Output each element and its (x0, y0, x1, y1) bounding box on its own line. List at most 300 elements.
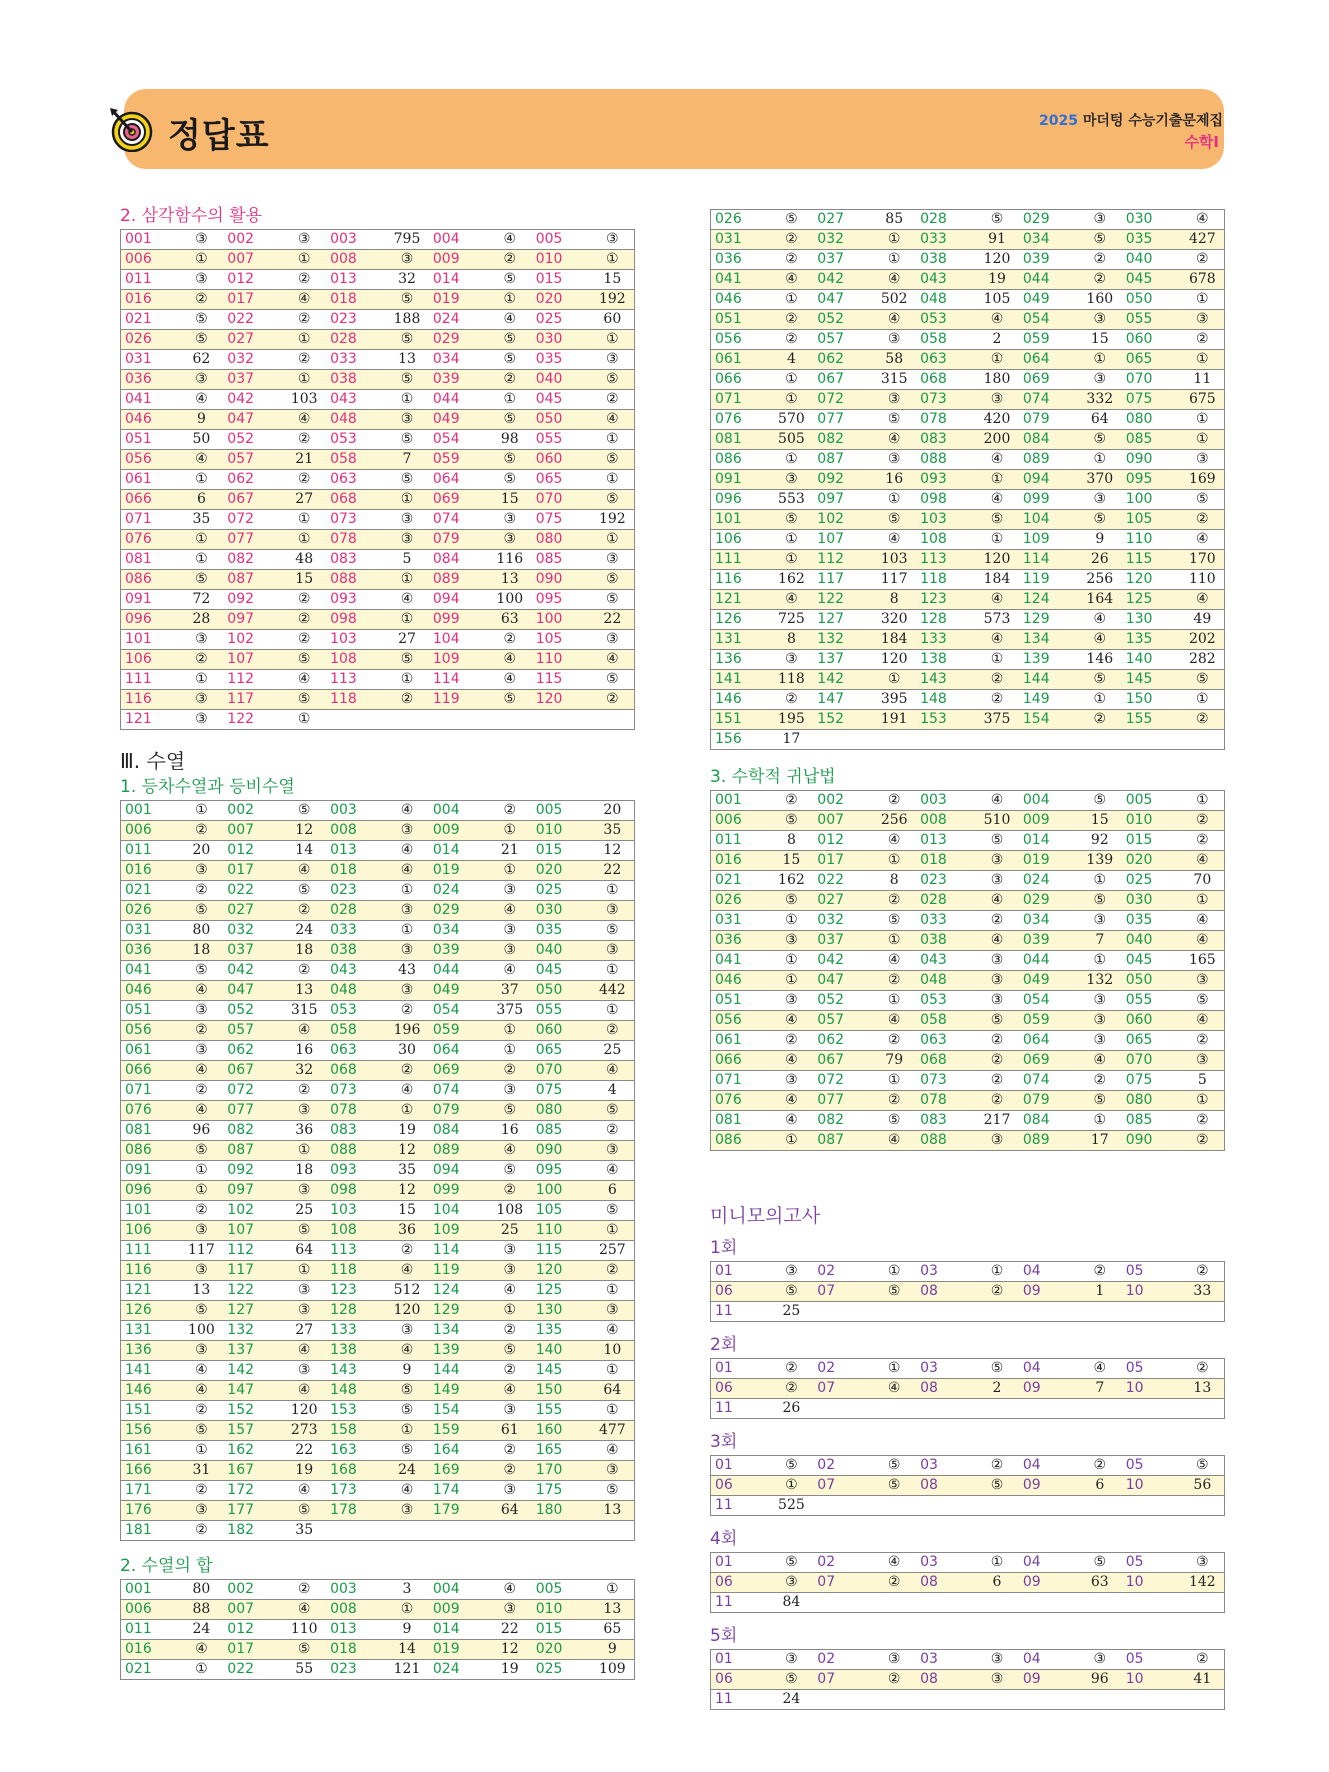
answer-value: ④ (872, 951, 916, 971)
answer-value: ③ (1078, 490, 1122, 510)
answer-value: ② (872, 1091, 916, 1111)
answer-value: 63 (488, 610, 532, 630)
question-number: 072 (223, 1081, 282, 1101)
answer-value (1078, 1593, 1122, 1613)
question-number: 019 (429, 861, 488, 881)
answer-value: 100 (488, 590, 532, 610)
question-number: 041 (711, 951, 770, 971)
question-number: 134 (1019, 630, 1078, 650)
answer-value: 28 (180, 610, 224, 630)
answer-value: ⑤ (770, 210, 814, 230)
answer-value: ① (872, 1262, 916, 1282)
question-number: 166 (121, 1461, 180, 1481)
question-number: 050 (532, 410, 591, 430)
answer-value: ③ (975, 951, 1019, 971)
answer-value (1078, 1399, 1122, 1419)
table-row (121, 530, 635, 550)
question-number: 115 (532, 1241, 591, 1261)
question-number: 154 (429, 1401, 488, 1421)
question-number: 007 (223, 250, 282, 270)
question-number (916, 1302, 975, 1322)
question-number: 040 (532, 941, 591, 961)
question-number: 181 (121, 1521, 180, 1541)
table-row (121, 1461, 635, 1481)
question-number: 099 (1019, 490, 1078, 510)
answer-value (872, 1690, 916, 1710)
question-number: 002 (813, 791, 872, 811)
table-row (121, 1021, 635, 1041)
answer-value: ① (1181, 690, 1225, 710)
answer-value: ④ (872, 1553, 916, 1573)
answer-value: ④ (180, 981, 224, 1001)
question-number: 169 (429, 1461, 488, 1481)
answer-value: 257 (591, 1241, 635, 1261)
table-row (121, 901, 635, 921)
question-number: 138 (916, 650, 975, 670)
answer-value: ① (770, 290, 814, 310)
question-number: 016 (121, 290, 180, 310)
question-number: 029 (1019, 210, 1078, 230)
table-row (121, 1181, 635, 1201)
question-number: 044 (1019, 951, 1078, 971)
question-number: 076 (121, 1101, 180, 1121)
question-number: 079 (1019, 410, 1078, 430)
answer-value: ④ (488, 1580, 532, 1600)
answer-value: 24 (180, 1620, 224, 1640)
question-number: 049 (429, 410, 488, 430)
question-number: 064 (429, 1041, 488, 1061)
question-number: 063 (916, 1031, 975, 1051)
question-number: 065 (532, 1041, 591, 1061)
answer-value: 675 (1181, 390, 1225, 410)
question-number: 037 (813, 250, 872, 270)
question-number: 034 (429, 350, 488, 370)
answer-value: ④ (180, 1061, 224, 1081)
answer-value: 80 (180, 921, 224, 941)
answer-value: ① (180, 530, 224, 550)
answer-value: 14 (385, 1640, 429, 1660)
answer-value: ④ (488, 961, 532, 981)
answer-value: ③ (872, 450, 916, 470)
question-number: 088 (326, 1141, 385, 1161)
answer-value: ⑤ (180, 901, 224, 921)
answer-value: ② (1078, 1456, 1122, 1476)
question-number: 054 (429, 430, 488, 450)
answer-value: ④ (282, 861, 326, 881)
answer-value: ② (282, 961, 326, 981)
question-number: 023 (326, 881, 385, 901)
question-number: 066 (121, 490, 180, 510)
question-number: 006 (121, 821, 180, 841)
table-row (121, 550, 635, 570)
answer-value: 3 (385, 1580, 429, 1600)
question-number: 077 (223, 1101, 282, 1121)
answer-value: ③ (1181, 1553, 1225, 1573)
question-number: 063 (326, 470, 385, 490)
question-number: 102 (813, 510, 872, 530)
question-number: 170 (532, 1461, 591, 1481)
question-number: 015 (1122, 831, 1181, 851)
question-number: 010 (532, 250, 591, 270)
answer-value: ② (1181, 811, 1225, 831)
question-number: 005 (532, 1580, 591, 1600)
question-number: 022 (223, 881, 282, 901)
answer-value: ③ (385, 410, 429, 430)
question-number: 052 (223, 1001, 282, 1021)
answer-value: 64 (488, 1501, 532, 1521)
answer-value: ① (770, 951, 814, 971)
question-number: 052 (813, 991, 872, 1011)
answer-value: 25 (282, 1201, 326, 1221)
table-row (121, 310, 635, 330)
question-number: 05 (1122, 1553, 1181, 1573)
table-row (121, 1521, 635, 1541)
answer-value: 33 (1181, 1282, 1225, 1302)
answer-value: ⑤ (1181, 490, 1225, 510)
answer-value: 32 (385, 270, 429, 290)
answer-value: ④ (385, 801, 429, 821)
question-number: 057 (223, 450, 282, 470)
table-row (711, 1573, 1225, 1593)
question-number: 047 (813, 971, 872, 991)
question-number: 079 (429, 1101, 488, 1121)
answer-value: 5 (385, 550, 429, 570)
question-number: 076 (121, 530, 180, 550)
answer-value: ⑤ (770, 1282, 814, 1302)
question-number: 019 (429, 290, 488, 310)
table-row (711, 1011, 1225, 1031)
question-number: 029 (1019, 891, 1078, 911)
question-number: 061 (711, 350, 770, 370)
answer-value: ③ (975, 1131, 1019, 1151)
answer-value: 9 (385, 1361, 429, 1381)
answer-value: ① (591, 530, 635, 550)
question-number: 140 (1122, 650, 1181, 670)
answer-value: 12 (282, 821, 326, 841)
question-number: 144 (1019, 670, 1078, 690)
answer-value: ③ (385, 1501, 429, 1521)
answer-value: 92 (1078, 831, 1122, 851)
answer-value: ① (180, 801, 224, 821)
answer-value: ③ (488, 510, 532, 530)
answer-value: 20 (591, 801, 635, 821)
answer-value: ⑤ (180, 310, 224, 330)
question-number: 07 (813, 1282, 872, 1302)
answer-value: 200 (975, 430, 1019, 450)
answer-value: 15 (770, 851, 814, 871)
question-number: 009 (1019, 811, 1078, 831)
question-number: 116 (121, 690, 180, 710)
question-number: 072 (223, 510, 282, 530)
question-number: 041 (121, 390, 180, 410)
question-number: 094 (429, 1161, 488, 1181)
answer-value: ③ (180, 861, 224, 881)
question-number: 070 (532, 1061, 591, 1081)
question-number (916, 1496, 975, 1516)
question-number: 112 (223, 1241, 282, 1261)
answer-value: ⑤ (591, 450, 635, 470)
question-number: 037 (223, 941, 282, 961)
table-row (121, 290, 635, 310)
question-number: 008 (326, 250, 385, 270)
question-number: 08 (916, 1670, 975, 1690)
answer-value: ② (282, 610, 326, 630)
answer-value: ② (488, 1061, 532, 1081)
question-number: 070 (1122, 1051, 1181, 1071)
answer-value: 22 (488, 1620, 532, 1640)
question-number: 156 (711, 730, 770, 750)
answer-value: 332 (1078, 390, 1122, 410)
question-number: 091 (121, 1161, 180, 1181)
table-row (711, 490, 1225, 510)
question-number: 069 (429, 1061, 488, 1081)
question-number (1019, 1690, 1078, 1710)
answer-value: 120 (385, 1301, 429, 1321)
question-number (326, 710, 385, 730)
question-number: 094 (1019, 470, 1078, 490)
question-number: 055 (1122, 991, 1181, 1011)
answer-value: ③ (1078, 1011, 1122, 1031)
answer-value: 9 (591, 1640, 635, 1660)
answer-value: ④ (385, 590, 429, 610)
question-number: 088 (916, 450, 975, 470)
question-number: 060 (532, 450, 591, 470)
question-number: 165 (532, 1441, 591, 1461)
question-number: 084 (429, 1121, 488, 1141)
answer-value: 553 (770, 490, 814, 510)
question-number: 097 (223, 610, 282, 630)
question-number: 017 (813, 851, 872, 871)
answer-value: ③ (770, 1573, 814, 1593)
answer-value: 320 (872, 610, 916, 630)
answer-value: ④ (488, 1141, 532, 1161)
answer-value: ③ (385, 941, 429, 961)
question-number: 033 (916, 911, 975, 931)
answer-value: 15 (385, 1201, 429, 1221)
answer-value: ② (1181, 250, 1225, 270)
question-number: 087 (813, 450, 872, 470)
answer-value: 184 (975, 570, 1019, 590)
answer-value: 13 (385, 350, 429, 370)
answer-value: ① (488, 1301, 532, 1321)
question-number: 032 (813, 230, 872, 250)
answer-value: ⑤ (770, 891, 814, 911)
answer-value: 22 (282, 1441, 326, 1461)
table-row (121, 1421, 635, 1441)
question-number: 126 (121, 1301, 180, 1321)
question-number: 119 (429, 1261, 488, 1281)
table-row (711, 991, 1225, 1011)
answer-value: 6 (1078, 1476, 1122, 1496)
answer-value: ③ (180, 690, 224, 710)
table-row (711, 1593, 1225, 1613)
question-number: 092 (813, 470, 872, 490)
table-row (121, 1361, 635, 1381)
answer-value: ② (872, 1573, 916, 1593)
question-number: 05 (1122, 1650, 1181, 1670)
answer-value: 19 (282, 1461, 326, 1481)
answer-value: 15 (488, 490, 532, 510)
answer-value: ⑤ (975, 1359, 1019, 1379)
answer-value: ② (770, 690, 814, 710)
answer-value: ⑤ (488, 470, 532, 490)
question-number: 061 (121, 1041, 180, 1061)
question-number: 017 (223, 861, 282, 881)
answer-value: 6 (975, 1573, 1019, 1593)
answer-value: 8 (872, 590, 916, 610)
answer-value (872, 730, 916, 750)
question-number: 111 (121, 1241, 180, 1261)
answer-value: 169 (1181, 470, 1225, 490)
question-number: 127 (813, 610, 872, 630)
question-number: 070 (532, 490, 591, 510)
question-number: 023 (326, 1660, 385, 1680)
question-number (1122, 1496, 1181, 1516)
question-number: 131 (711, 630, 770, 650)
answer-value: 55 (282, 1660, 326, 1680)
question-number (1019, 1593, 1078, 1613)
question-number: 08 (916, 1573, 975, 1593)
answer-value: ④ (872, 1379, 916, 1399)
answer-value: ⑤ (770, 1670, 814, 1690)
question-number: 026 (711, 210, 770, 230)
answer-value: ② (282, 630, 326, 650)
answer-value: ⑤ (385, 430, 429, 450)
answer-value: ① (770, 550, 814, 570)
answer-value: 256 (872, 811, 916, 831)
answer-value: ③ (975, 1670, 1019, 1690)
question-number: 036 (121, 941, 180, 961)
mini-round-title: 1회 (710, 1238, 738, 1258)
table-row (711, 630, 1225, 650)
answer-value: ③ (488, 1261, 532, 1281)
question-number: 125 (532, 1281, 591, 1301)
answer-value: ② (282, 310, 326, 330)
answer-value: 43 (385, 961, 429, 981)
question-number: 095 (532, 1161, 591, 1181)
question-number: 03 (916, 1553, 975, 1573)
table-row (121, 470, 635, 490)
question-number: 047 (813, 290, 872, 310)
question-number: 093 (326, 1161, 385, 1181)
answer-value: ① (1078, 690, 1122, 710)
question-number: 064 (1019, 350, 1078, 370)
question-number: 023 (916, 871, 975, 891)
answer-value: ⑤ (975, 510, 1019, 530)
question-number: 102 (223, 630, 282, 650)
question-number: 028 (916, 210, 975, 230)
answer-value: ① (872, 1071, 916, 1091)
answer-value: ④ (591, 410, 635, 430)
answer-value: ⑤ (282, 650, 326, 670)
answer-value: ① (591, 1361, 635, 1381)
question-number: 003 (326, 230, 385, 250)
answer-value (872, 1399, 916, 1419)
answer-value: ② (282, 430, 326, 450)
answer-value: ④ (282, 1381, 326, 1401)
target-icon (108, 106, 154, 152)
question-number: 001 (711, 791, 770, 811)
answer-value: ③ (591, 230, 635, 250)
answer-value: ② (591, 390, 635, 410)
question-number: 05 (1122, 1262, 1181, 1282)
answer-value: 35 (385, 1161, 429, 1181)
question-number: 024 (429, 1660, 488, 1680)
question-number: 137 (223, 1341, 282, 1361)
answer-value: 10 (591, 1341, 635, 1361)
question-number: 110 (532, 1221, 591, 1241)
question-number: 055 (1122, 310, 1181, 330)
table-row (121, 1620, 635, 1640)
question-number: 161 (121, 1441, 180, 1461)
question-number: 104 (1019, 510, 1078, 530)
question-number: 057 (223, 1021, 282, 1041)
question-number: 05 (1122, 1359, 1181, 1379)
question-number: 077 (813, 410, 872, 430)
question-number: 043 (916, 270, 975, 290)
question-number: 033 (326, 350, 385, 370)
table-row (711, 650, 1225, 670)
answer-value: 165 (1181, 951, 1225, 971)
answer-value: ① (282, 1261, 326, 1281)
answer-value: ① (385, 1421, 429, 1441)
answer-value: ④ (385, 1081, 429, 1101)
question-number: 171 (121, 1481, 180, 1501)
answer-value: ② (1181, 1650, 1225, 1670)
question-number: 11 (711, 1302, 770, 1322)
question-number: 006 (121, 250, 180, 270)
answer-value: 36 (282, 1121, 326, 1141)
answer-value: ② (975, 670, 1019, 690)
question-number: 097 (813, 490, 872, 510)
question-number: 089 (1019, 450, 1078, 470)
answer-value: 8 (770, 831, 814, 851)
question-number: 109 (429, 1221, 488, 1241)
question-number: 039 (429, 941, 488, 961)
question-number: 11 (711, 1399, 770, 1419)
answer-value: ⑤ (975, 1011, 1019, 1031)
answer-value: 2 (975, 1379, 1019, 1399)
question-number: 10 (1122, 1670, 1181, 1690)
question-number: 11 (711, 1496, 770, 1516)
answer-value: 22 (591, 610, 635, 630)
table-row (121, 981, 635, 1001)
table-row (711, 390, 1225, 410)
question-number: 042 (813, 270, 872, 290)
question-number: 167 (223, 1461, 282, 1481)
question-number: 019 (1019, 851, 1078, 871)
question-number: 085 (1122, 1111, 1181, 1131)
table-row (711, 350, 1225, 370)
question-number: 024 (429, 310, 488, 330)
question-number: 047 (223, 410, 282, 430)
answer-value (1181, 1399, 1225, 1419)
question-number: 101 (121, 630, 180, 650)
answer-value: ② (488, 370, 532, 390)
question-number: 023 (326, 310, 385, 330)
question-number: 07 (813, 1379, 872, 1399)
mini-round-table (710, 1358, 1225, 1419)
section-title-trig: 2. 삼각함수의 활용 (120, 206, 262, 226)
table-row (121, 1381, 635, 1401)
answer-value: ③ (282, 230, 326, 250)
question-number: 160 (532, 1421, 591, 1441)
question-number: 114 (429, 1241, 488, 1261)
answer-table-seq (120, 800, 635, 1541)
answer-value: ③ (180, 230, 224, 250)
question-number (1019, 730, 1078, 750)
answer-value (385, 1521, 429, 1541)
